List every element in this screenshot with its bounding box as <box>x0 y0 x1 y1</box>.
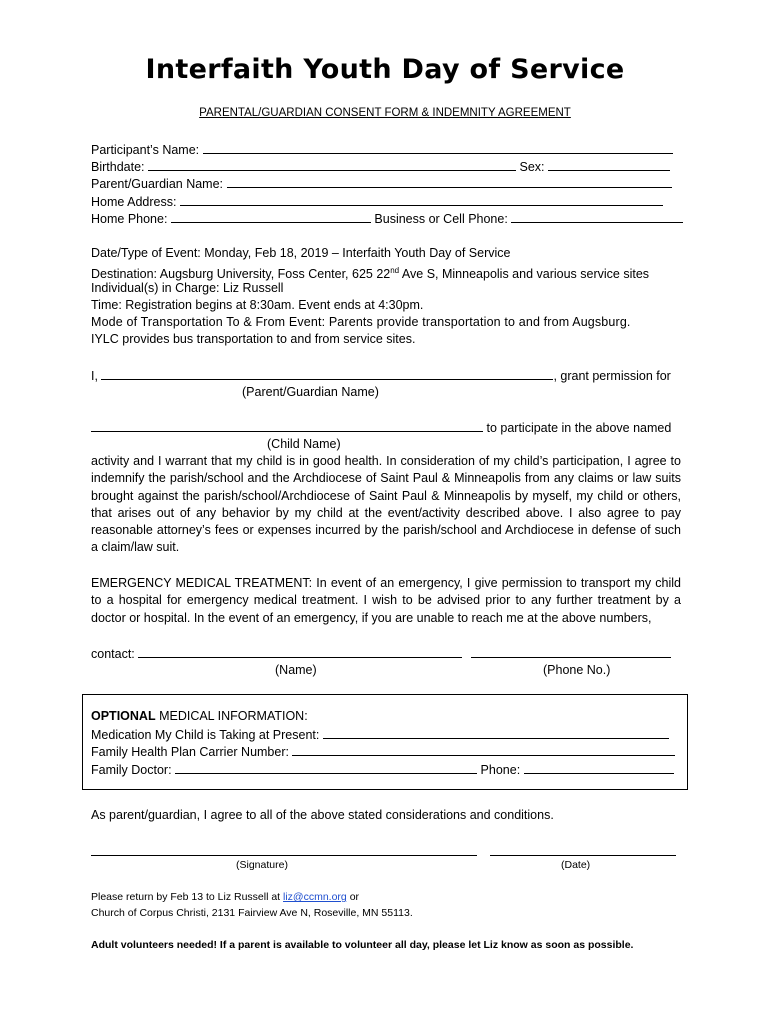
agreement-statement: As parent/guardian, I agree to all of the above stated considerations and conditions. <box>91 808 554 822</box>
parent-guardian-caption: (Parent/Guardian Name) <box>242 385 379 399</box>
medication-row <box>91 726 679 744</box>
sex-field[interactable] <box>548 158 670 171</box>
volunteers-notice: Adult volunteers needed! If a parent is available to volunteer all day, please let Liz know as soon as possible. <box>91 939 634 951</box>
cell-phone-label: Business or Cell Phone: <box>374 212 508 226</box>
contact-name-caption: (Name) <box>275 663 317 677</box>
parent-name-row <box>91 175 681 193</box>
parent-name-label: Parent/Guardian Name: <box>91 177 224 191</box>
destination-ordinal: nd <box>390 266 400 275</box>
participant-name-row <box>91 141 681 159</box>
destination-text-start: Destination: Augsburg University, Foss Center, 625 22 <box>91 267 391 282</box>
event-transport-line2: IYLC provides bus transportation to and from service sites. <box>91 332 416 346</box>
signature-date-field[interactable] <box>490 843 676 856</box>
form-subtitle: PARENTAL/GUARDIAN CONSENT FORM & INDEMNITY AGREEMENT <box>199 107 571 119</box>
return-text-end: or <box>346 891 360 903</box>
parent-name-field[interactable] <box>227 175 672 188</box>
home-address-field[interactable] <box>180 193 663 206</box>
home-address-label: Home Address: <box>91 195 177 209</box>
phone-row <box>91 210 681 228</box>
event-time: Time: Registration begins at 8:30am. Event ends at 4:30pm. <box>91 298 424 312</box>
optional-medical-info-box <box>82 694 688 790</box>
email-link[interactable]: liz@ccmn.org <box>283 891 347 903</box>
i-label: I, <box>91 369 98 383</box>
event-transport-line1: Mode of Transportation To & From Event: Parents provide transportation to and from Augsburg. <box>91 315 631 329</box>
return-text-start: Please return by Feb 13 to Liz Russell at <box>91 891 284 903</box>
grant-permission-text: , grant permission for <box>553 369 671 383</box>
contact-name-field[interactable] <box>138 645 462 658</box>
participant-name-field[interactable] <box>203 141 673 154</box>
return-instructions <box>91 890 359 905</box>
cell-phone-field[interactable] <box>511 210 683 223</box>
birthdate-label: Birthdate: <box>91 160 145 174</box>
contact-phone-caption: (Phone No.) <box>543 663 611 677</box>
doctor-phone-field[interactable] <box>524 761 674 774</box>
return-address: Church of Corpus Christi, 2131 Fairview Ave N, Roseville, MN 55113. <box>91 907 413 919</box>
emergency-contact-row <box>91 645 681 663</box>
signature-row <box>91 843 681 861</box>
birthdate-field[interactable] <box>148 158 516 171</box>
optional-heading <box>91 708 679 725</box>
emergency-paragraph: EMERGENCY MEDICAL TREATMENT: In event of an emergency, I give permission to transport my child to a hospital for emergency medical treatment. I wish to be advised prior to any further treatment by a doctor or hospital. In the event of an emergency, if you are unable to reach me at the above numbers, <box>91 576 681 625</box>
indemnity-paragraph: activity and I warrant that my child is in good health. In consideration of my child’s participation, I agree to indemnify the parish/school and the Archdiocese of Saint Paul & Minneapolis from any claims or law suits brought against the parish/school/Archdiocese of Saint Paul & Minneapolis by myself, my child or others, that arises out of any behavior by my child at the event/activity described above. I also agree to pay reasonable attorney’s fees or expenses incurred by the parish/school and Archdiocese in defense of such a claim/law suit. <box>91 454 681 555</box>
birthdate-row <box>91 158 681 176</box>
date-caption: (Date) <box>561 859 591 871</box>
page-title: Interfaith Youth Day of Service <box>145 54 625 85</box>
home-phone-field[interactable] <box>171 210 371 223</box>
signature-caption: (Signature) <box>236 859 288 871</box>
doctor-phone-label: Phone: <box>480 763 521 777</box>
contact-phone-field[interactable] <box>471 645 671 658</box>
family-doctor-label: Family Doctor: <box>91 763 172 777</box>
home-address-row <box>91 193 681 211</box>
family-doctor-field[interactable] <box>175 761 477 774</box>
signature-field[interactable] <box>91 843 477 856</box>
health-plan-row <box>91 743 679 761</box>
event-date-type: Date/Type of Event: Monday, Feb 18, 2019 – Interfaith Youth Day of Service <box>91 246 511 260</box>
participate-text: to participate in the above named <box>486 421 672 435</box>
child-name-caption: (Child Name) <box>267 437 341 451</box>
family-doctor-row <box>91 761 679 779</box>
child-name-row <box>91 419 681 437</box>
event-in-charge: Individual(s) in Charge: Liz Russell <box>91 281 284 295</box>
health-plan-field[interactable] <box>292 743 675 756</box>
medication-field[interactable] <box>323 726 669 739</box>
home-phone-label: Home Phone: <box>91 212 168 226</box>
participant-name-label: Participant’s Name: <box>91 143 200 157</box>
grant-permission-row <box>91 367 681 385</box>
optional-heading-bold: OPTIONAL <box>91 709 156 723</box>
optional-heading-rest: MEDICAL INFORMATION: <box>155 709 308 723</box>
destination-text-end: Ave S, Minneapolis and various service sites <box>399 267 650 282</box>
health-plan-label: Family Health Plan Carrier Number: <box>91 745 289 759</box>
medication-label: Medication My Child is Taking at Present: <box>91 728 320 742</box>
parent-guardian-signature-name-field[interactable] <box>101 367 553 380</box>
sex-label: Sex: <box>519 160 545 174</box>
child-name-field[interactable] <box>91 419 483 432</box>
contact-label: contact: <box>91 647 135 661</box>
